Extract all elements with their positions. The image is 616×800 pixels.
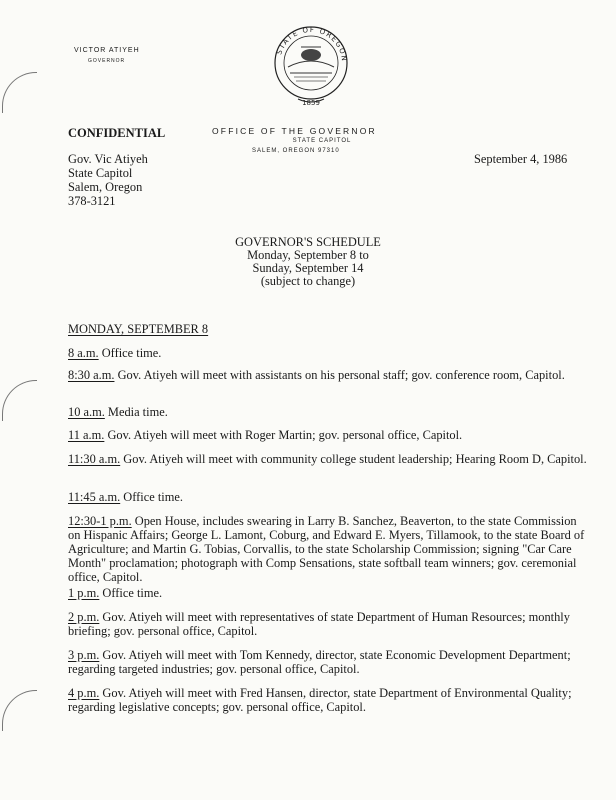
governor-title: GOVERNOR bbox=[88, 58, 126, 64]
day-heading: MONDAY, SEPTEMBER 8 bbox=[68, 322, 209, 336]
schedule-range-start: Monday, September 8 to bbox=[247, 248, 369, 262]
office-name: OFFICE OF THE GOVERNOR bbox=[212, 126, 377, 136]
schedule-title-block bbox=[160, 236, 456, 288]
entry-time: 10 a.m. bbox=[68, 405, 105, 419]
contact-line: Salem, Oregon bbox=[68, 180, 143, 194]
schedule-entry bbox=[68, 405, 588, 419]
seal-year: 1859 bbox=[302, 99, 320, 107]
entry-time: 8 a.m. bbox=[68, 346, 99, 360]
contact-line: 378-3121 bbox=[68, 194, 116, 208]
entry-time: 11:30 a.m. bbox=[68, 452, 121, 466]
contact-line: Gov. Vic Atiyeh bbox=[68, 152, 148, 166]
seal-text: STATE OF OREGON bbox=[275, 25, 349, 63]
punch-hole-mark bbox=[2, 72, 37, 113]
entry-text: Gov. Atiyeh will meet with community college student leadership; Hearing Room D, Capitol. bbox=[120, 452, 587, 466]
office-city: SALEM, OREGON 97310 bbox=[252, 148, 340, 154]
entry-text: Office time. bbox=[99, 586, 163, 600]
schedule-entry bbox=[68, 610, 588, 638]
document-date: September 4, 1986 bbox=[474, 152, 568, 166]
schedule-entry bbox=[68, 368, 588, 382]
entry-time: 2 p.m. bbox=[68, 610, 100, 624]
schedule-range-end: Sunday, September 14 bbox=[252, 261, 364, 275]
contact-block bbox=[68, 152, 148, 208]
schedule-entry bbox=[68, 346, 588, 360]
schedule-entry bbox=[68, 490, 588, 504]
schedule-entry bbox=[68, 686, 588, 714]
entry-time: 4 p.m. bbox=[68, 686, 100, 700]
entry-text: Gov. Atiyeh will meet with Roger Martin; gov. personal office, Capitol. bbox=[104, 428, 463, 442]
entry-time: 11 a.m. bbox=[68, 428, 105, 442]
entry-text: Open House, includes swearing in Larry B. Sanchez, Beaverton, to the state Commission on Hispanic Affairs; George L. Lamont, Coburg, and Edward E. Myers, Tillamook, to the state Board of Agriculture; and Martin G. Tobias, Corvallis, to the state Scholarship Commission; signing "Car Care Month" proclamation; photograph with Comp Sensations, state softball team winners; gov. ceremonial office, Capitol. bbox=[68, 514, 585, 584]
governor-name: VICTOR ATIYEH bbox=[74, 47, 140, 54]
schedule-title: GOVERNOR'S SCHEDULE bbox=[235, 235, 381, 249]
entry-text: Media time. bbox=[104, 405, 168, 419]
schedule-entry bbox=[68, 514, 588, 584]
entry-text: Gov. Atiyeh will meet with Tom Kennedy, director, state Economic Development Department; regarding targeted industries; gov. personal office, Capitol. bbox=[68, 648, 571, 676]
confidential-label: CONFIDENTIAL bbox=[68, 126, 166, 140]
entry-text: Gov. Atiyeh will meet with representatives of state Department of Human Resources; monthly briefing; gov. personal office, Capitol. bbox=[68, 610, 570, 638]
schedule-entry bbox=[68, 428, 588, 442]
oregon-state-seal bbox=[266, 25, 356, 110]
entry-text: Gov. Atiyeh will meet with Fred Hansen, director, state Department of Environmental Quality; regarding legislative concepts; gov. personal office, Capitol. bbox=[68, 686, 572, 714]
entry-time: 12:30-1 p.m. bbox=[68, 514, 132, 528]
entry-text: Office time. bbox=[120, 490, 183, 504]
entry-time: 1 p.m. bbox=[68, 586, 100, 600]
entry-text: Gov. Atiyeh will meet with assistants on his personal staff; gov. conference room, Capitol. bbox=[114, 368, 565, 382]
punch-hole-mark bbox=[2, 690, 37, 731]
schedule-entry bbox=[68, 452, 588, 466]
entry-text: Office time. bbox=[98, 346, 162, 360]
entry-time: 3 p.m. bbox=[68, 648, 100, 662]
office-building: STATE CAPITOL bbox=[292, 138, 352, 144]
punch-hole-mark bbox=[2, 380, 37, 421]
schedule-entry bbox=[68, 648, 588, 676]
schedule-entry bbox=[68, 586, 588, 600]
entry-time: 8:30 a.m. bbox=[68, 368, 115, 382]
contact-line: State Capitol bbox=[68, 166, 133, 180]
schedule-note: (subject to change) bbox=[260, 274, 356, 288]
entry-time: 11:45 a.m. bbox=[68, 490, 121, 504]
